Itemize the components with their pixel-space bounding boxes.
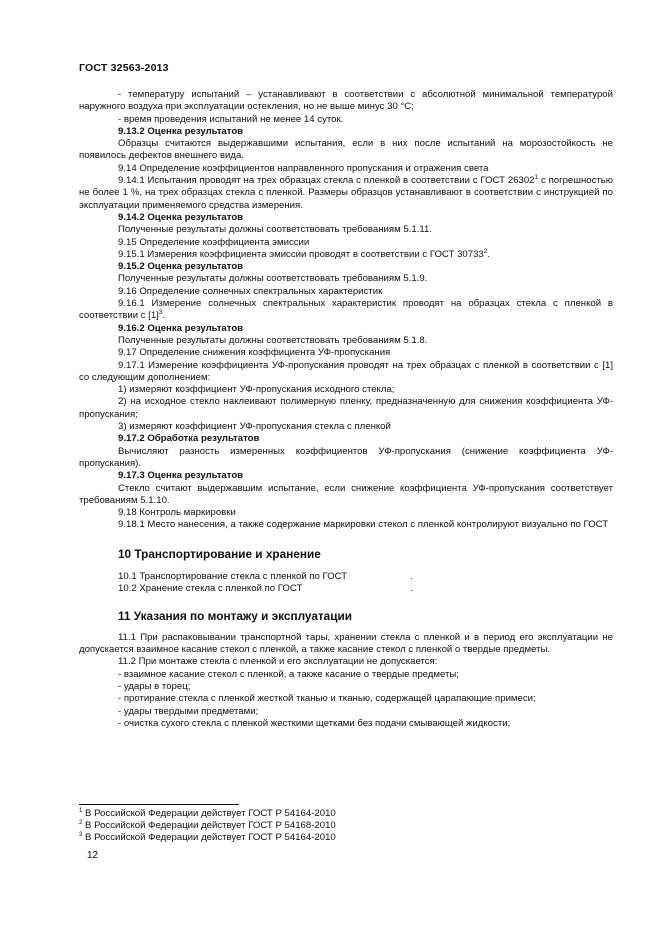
- paragraph: Стекло считают выдержавшим испытание, если снижение коэффициента УФ-пропускания соответствует требованиям 5.1.10.: [79, 482, 613, 506]
- paragraph: 2) на исходное стекло наклеивают полимерную пленку, предназначенную для снижения коэффициента УФ-пропускания;: [79, 396, 613, 420]
- paragraph: - удары твердыми предметами;: [118, 705, 259, 717]
- subheading: 9.17.2 Обработка результатов: [118, 433, 260, 445]
- paragraph: Вычисляют разность измеренных коэффициентов УФ-пропускания (снижение коэффициента УФ-пропускания).: [79, 445, 613, 469]
- footnotes: [79, 808, 336, 844]
- paragraph: - протирание стекла с пленкой жесткой тканью и тканью, содержащей царапающие примеси;: [118, 693, 536, 705]
- subheading: 9.17.3 Оценка результатов: [118, 470, 244, 482]
- paragraph: - удары в торец;: [118, 681, 191, 693]
- paragraph: 9.17.1 Измерение коэффициента УФ-пропускания проводят на трех образцах с пленкой в соответствии с [1] со следующим дополнением:: [79, 359, 613, 383]
- footnote: $^3$ В Российской Федерации действует ГОСТ Р 54164-2010: [79, 832, 336, 843]
- paragraph: 11.2 При монтаже стекла с пленкой и его эксплуатации не допускается:: [118, 656, 438, 668]
- subheading: 9.14.2 Оценка результатов: [118, 211, 244, 223]
- document-header: ГОСТ 32563-2013: [79, 62, 169, 74]
- footnote-divider: [79, 804, 239, 805]
- paragraph: 9.16.1 Измерение солнечных спектральных характеристик проводят на образцах стекла с пленкой в соответствии с $[1]^3$.: [79, 298, 613, 322]
- section-item: 10.1 Транспортирование стекла с пленкой по ГОСТ .: [118, 570, 413, 582]
- paragraph: 9.15 Определение коэффициента эмиссии: [118, 236, 310, 248]
- footnote-ref: 1: [534, 174, 539, 182]
- paragraph: Образцы считаются выдержавшими испытания, если в них после испытаний на морозостойкость не появилось дефектов внешнего вида.: [79, 138, 613, 162]
- paragraph: - время проведения испытаний не менее 14 суток.: [118, 113, 344, 125]
- subheading: 9.13.2 Оценка результатов: [118, 125, 244, 137]
- subheading: 9.15.2 Оценка результатов: [118, 261, 244, 273]
- section-heading: 10 Транспортирование и хранение: [118, 546, 321, 561]
- paragraph: 11.1 При распаковывании транспортной тары, хранении стекла с пленкой и в период его эксплуатации не допускается взаимное касание стекол с пленкой, а также касание стекол с пленкой о твердые предметы.: [79, 631, 613, 656]
- document-body: [79, 89, 613, 730]
- paragraph: 3) измеряют коэффициент УФ-пропускания стекла с пленкой: [118, 421, 391, 433]
- paragraph: 1) измеряют коэффициент УФ-пропускания исходного стекла;: [118, 384, 395, 396]
- paragraph: 9.16 Определение солнечных спектральных характеристик: [118, 285, 383, 297]
- paragraph: Полученные результаты должны соответствовать требованиям 5.1.9.: [118, 273, 428, 285]
- section-heading: 11 Указания по монтажу и эксплуатации: [118, 608, 352, 623]
- paragraph: 9.17 Определение снижения коэффициента УФ-пропускания: [118, 347, 391, 359]
- footnote-ref: 2: [483, 247, 488, 255]
- paragraph: Полученные результаты должны соответствовать требованиям 5.1.8.: [118, 334, 428, 346]
- footnote: $^1$ В Российской Федерации действует ГОСТ Р 54164-2010: [79, 808, 336, 819]
- page-number: 12: [87, 850, 99, 861]
- subheading: 9.16.2 Оценка результатов: [118, 322, 244, 334]
- paragraph: - взаимное касание стекол с пленкой, а также касание о твердые предметы;: [118, 668, 459, 680]
- footnote: $^2$ В Российской Федерации действует ГОСТ Р 54168-2010: [79, 820, 336, 831]
- paragraph: 9.15.1 Измерения коэффициента эмиссии проводят в соответствии с ГОСТ 30733$^2$.: [118, 247, 491, 260]
- paragraph: - очистка сухого стекла с пленкой жесткими щетками без подачи смывающей жидкости;: [118, 717, 511, 729]
- paragraph: 9.14.1 Испытания проводят на трех образцах стекла с пленкой в соответствии с ГОСТ 26302$^1$ с погрешностью не более 1 %, на трех образцах стекла с пленкой. Размеры образцов устанавливают в соответствии с инструкцией по эксплуатации применяемого средства измерения.: [79, 174, 613, 211]
- paragraph: 9.14 Определение коэффициентов направленного пропускания и отражения света: [118, 162, 489, 174]
- paragraph: 9.18.1 Место нанесения, а также содержание маркировки стекол с пленкой контролируют визуально по ГОСТ: [118, 519, 609, 531]
- paragraph: 9.18 Контроль маркировки: [118, 507, 236, 519]
- paragraph: Полученные результаты должны соответствовать требованиям 5.1.11.: [118, 224, 432, 236]
- paragraph: - температуру испытаний – устанавливают в соответствии с абсолютной минимальной температурой наружного воздуха при эксплуатации остекления, но не выше минус 30 °С;: [79, 89, 613, 113]
- footnote-ref: 3: [158, 309, 163, 317]
- section-item: 10.2 Хранение стекла с пленкой по ГОСТ .: [118, 583, 413, 595]
